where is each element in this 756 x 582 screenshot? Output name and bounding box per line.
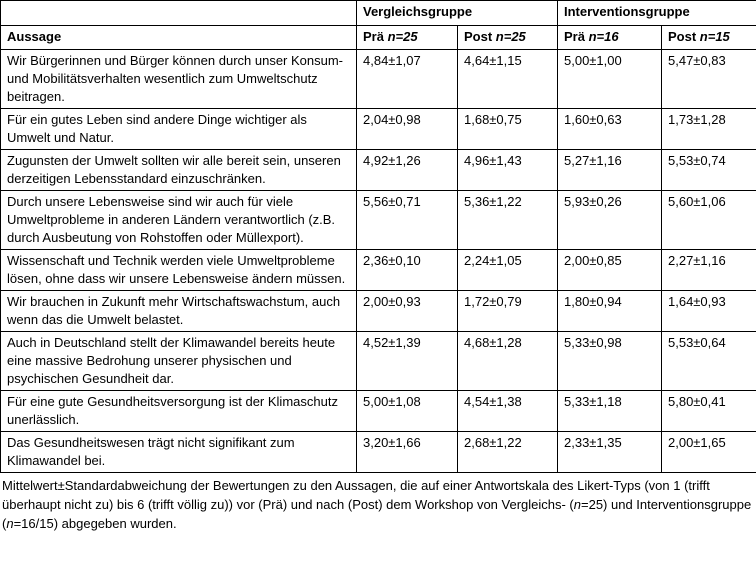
table-row — [1, 250, 756, 291]
table-row — [1, 50, 756, 109]
sub-header-row — [1, 26, 756, 50]
vg-post-cell: 1,72±0,79 — [458, 291, 558, 332]
ig-pre-cell: 5,33±1,18 — [558, 391, 662, 432]
statement-cell: Wir Bürgerinnen und Bürger können durch unser Konsum- und Mobilitätsverhalten wesentlich zum Umweltschutz beitragen. — [1, 50, 357, 109]
statement-cell: Das Gesundheitswesen trägt nicht signifikant zum Klimawandel bei. — [1, 432, 357, 473]
table-row — [1, 150, 756, 191]
ig-pre-cell: 5,00±1,00 — [558, 50, 662, 109]
ig-post-cell: 5,60±1,06 — [662, 191, 756, 250]
vg-post-cell: 2,68±1,22 — [458, 432, 558, 473]
vg-pre-cell: 2,04±0,98 — [357, 109, 458, 150]
vg-post-cell: 4,68±1,28 — [458, 332, 558, 391]
header-ig-pre — [558, 26, 662, 50]
vg-pre-cell: 4,52±1,39 — [357, 332, 458, 391]
ig-post-cell: 5,53±0,74 — [662, 150, 756, 191]
header-vg-post — [458, 26, 558, 50]
ig-post-cell: 5,53±0,64 — [662, 332, 756, 391]
caption-part2: =25) und Interventionsgruppe ( — [2, 497, 752, 531]
table-row — [1, 291, 756, 332]
ig-post-cell: 1,64±0,93 — [662, 291, 756, 332]
statement-cell: Für ein gutes Leben sind andere Dinge wichtiger als Umwelt und Natur. — [1, 109, 357, 150]
header-vg-pre — [357, 26, 458, 50]
ig-pre-cell: 5,33±0,98 — [558, 332, 662, 391]
vg-post-cell: 4,64±1,15 — [458, 50, 558, 109]
header-ig-post-label: Post — [668, 29, 700, 44]
table-row — [1, 432, 756, 473]
ig-pre-cell: 1,80±0,94 — [558, 291, 662, 332]
header-ig-post-n: n=15 — [699, 29, 730, 44]
header-vg-post-n: n=25 — [495, 29, 526, 44]
header-ig-pre-n: n=16 — [588, 29, 619, 44]
header-ig-post — [662, 26, 756, 50]
table-caption — [0, 473, 756, 533]
caption-n1: n — [573, 497, 581, 512]
table-body — [1, 50, 756, 473]
header-vg-pre-label: Prä — [363, 29, 388, 44]
vg-post-cell: 5,36±1,22 — [458, 191, 558, 250]
ig-post-cell: 1,73±1,28 — [662, 109, 756, 150]
statement-cell: Für eine gute Gesundheitsversorgung ist der Klimaschutz unerlässlich. — [1, 391, 357, 432]
ig-post-cell: 2,27±1,16 — [662, 250, 756, 291]
vg-pre-cell: 2,36±0,10 — [357, 250, 458, 291]
ig-pre-cell: 1,60±0,63 — [558, 109, 662, 150]
caption-part3: =16/15) abgegeben wurden. — [13, 516, 177, 531]
header-vg-pre-n: n=25 — [387, 29, 418, 44]
vg-post-cell: 2,24±1,05 — [458, 250, 558, 291]
table-row — [1, 191, 756, 250]
statement-cell: Zugunsten der Umwelt sollten wir alle bereit sein, unseren derzeitigen Lebensstandard einzuschränken. — [1, 150, 357, 191]
ig-pre-cell: 5,27±1,16 — [558, 150, 662, 191]
vg-pre-cell: 5,00±1,08 — [357, 391, 458, 432]
table-row — [1, 109, 756, 150]
ig-post-cell: 2,00±1,65 — [662, 432, 756, 473]
vg-pre-cell: 5,56±0,71 — [357, 191, 458, 250]
table-row — [1, 332, 756, 391]
vg-pre-cell: 4,92±1,26 — [357, 150, 458, 191]
ig-pre-cell: 5,93±0,26 — [558, 191, 662, 250]
vg-pre-cell: 4,84±1,07 — [357, 50, 458, 109]
statement-cell: Durch unsere Lebensweise sind wir auch für viele Umweltprobleme in anderen Ländern verantwortlich (z.B. durch Ausbeutung von Rohstoffen oder Müllexport). — [1, 191, 357, 250]
ig-post-cell: 5,47±0,83 — [662, 50, 756, 109]
ig-pre-cell: 2,33±1,35 — [558, 432, 662, 473]
caption-n2: n — [6, 516, 14, 531]
vg-post-cell: 1,68±0,75 — [458, 109, 558, 150]
vg-post-cell: 4,54±1,38 — [458, 391, 558, 432]
ig-post-cell: 5,80±0,41 — [662, 391, 756, 432]
header-vergleichsgruppe: Vergleichsgruppe — [357, 1, 558, 26]
vg-pre-cell: 3,20±1,66 — [357, 432, 458, 473]
header-ig-pre-label: Prä — [564, 29, 589, 44]
header-interventionsgruppe: Interventionsgruppe — [558, 1, 756, 26]
header-vg-post-label: Post — [464, 29, 496, 44]
statement-cell: Auch in Deutschland stellt der Klimawandel bereits heute eine massive Bedrohung unserer physischen und psychischen Gesundheit dar. — [1, 332, 357, 391]
vg-post-cell: 4,96±1,43 — [458, 150, 558, 191]
statement-cell: Wissenschaft und Technik werden viele Umweltprobleme lösen, ohne dass wir unsere Lebensweise ändern müssen. — [1, 250, 357, 291]
caption-part1: Mittelwert±Standardabweichung der Bewertungen zu den Aussagen, die auf einer Antwortskala des Likert-Typs (von 1 (trifft überhaupt nicht zu) bis 6 (trifft völlig zu)) vor (Prä) und nach (Post) dem Workshop von Vergleichs- ( — [2, 478, 710, 512]
ig-pre-cell: 2,00±0,85 — [558, 250, 662, 291]
vg-pre-cell: 2,00±0,93 — [357, 291, 458, 332]
blank-header-cell — [1, 1, 357, 26]
statement-cell: Wir brauchen in Zukunft mehr Wirtschaftswachstum, auch wenn das die Umwelt belastet. — [1, 291, 357, 332]
group-header-row — [1, 1, 756, 26]
header-aussage: Aussage — [1, 26, 357, 50]
table-row — [1, 391, 756, 432]
